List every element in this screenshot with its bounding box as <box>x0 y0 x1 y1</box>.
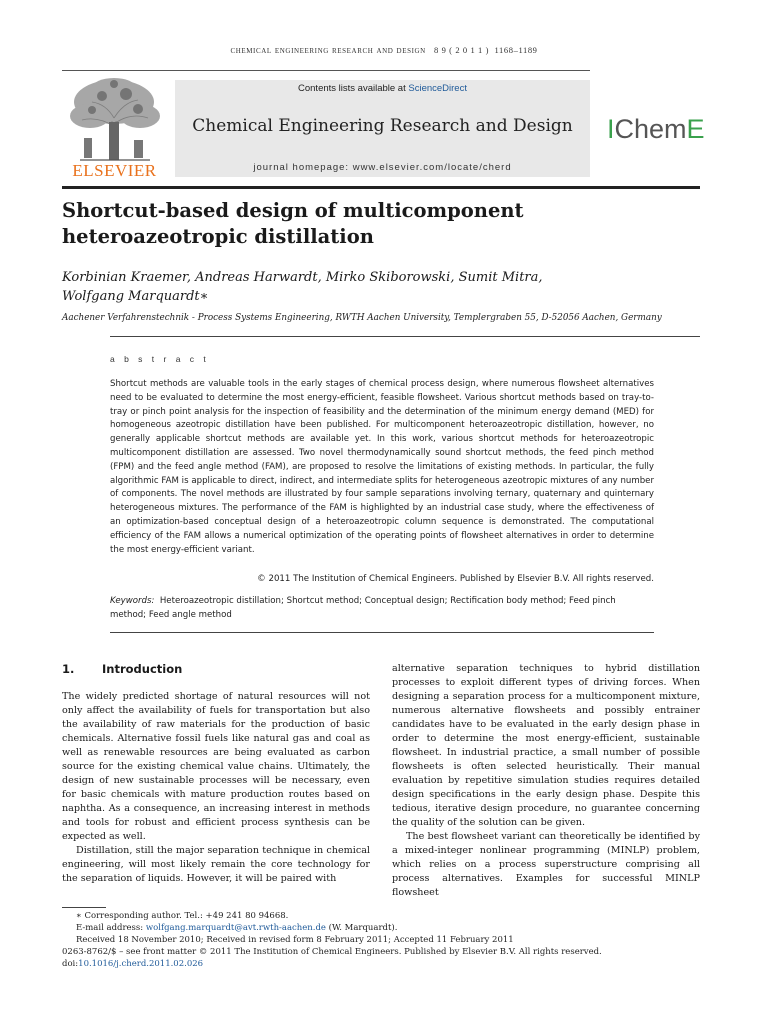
affiliation: Aachener Verfahrenstechnik - Process Systems Engineering, RWTH Aachen University, Templergraben 55, D-52056 Aachen, Germany <box>62 313 662 323</box>
email-line <box>62 922 702 934</box>
icheme-logo-chem: Chem <box>614 114 687 144</box>
keywords <box>110 594 654 622</box>
body-right-column <box>392 662 700 900</box>
body-left-column <box>62 690 370 886</box>
icheme-logo-i: I <box>607 114 615 144</box>
corresponding-author: ∗ Corresponding author. Tel.: +49 241 80 94668. <box>76 911 289 921</box>
running-head-pages: 1168–1189 <box>494 45 538 55</box>
authors <box>62 268 702 306</box>
footnotes <box>62 910 702 970</box>
article-title: Shortcut-based design of multicomponent heteroazeotropic distillation <box>62 199 524 248</box>
abstract-bottom-rule <box>110 632 654 633</box>
email-suffix: (W. Marquardt). <box>325 923 398 933</box>
running-head <box>0 45 768 56</box>
body-paragraph: The best flowsheet variant can theoretically be identified by a mixed-integer nonlinear programming (MINLP) problem, which relies on a process superstructure comprising all process alternatives. Examples for successful MINLP flowsheet <box>392 831 700 898</box>
authors-line-2: Wolfgang Marquardt∗ <box>62 289 209 304</box>
section-number: 1. <box>62 662 75 676</box>
publisher-name: ELSEVIER <box>72 161 157 180</box>
abstract-copyright: © 2011 The Institution of Chemical Engineers. Published by Elsevier B.V. All rights reserved. <box>257 574 654 584</box>
section-heading <box>62 662 182 676</box>
journal-homepage[interactable]: journal homepage: www.elsevier.com/locate/cherd <box>253 162 512 173</box>
received-dates: Received 18 November 2010; Received in revised form 8 February 2011; Accepted 11 February 2011 <box>76 935 514 945</box>
icheme-logo <box>607 114 705 145</box>
email-link[interactable]: wolfgang.marquardt@avt.rwth-aachen.de <box>145 923 326 933</box>
running-head-volume: 8 9 ( 2 0 1 1 ) <box>434 45 490 55</box>
doi-link[interactable]: 10.1016/j.cherd.2011.02.026 <box>78 959 204 969</box>
abstract-heading: a b s t r a c t <box>110 354 210 364</box>
header-thick-rule <box>62 186 700 189</box>
keywords-label: Keywords: <box>110 596 155 606</box>
abstract-top-rule <box>110 336 700 337</box>
authors-line-1: Korbinian Kraemer, Andreas Harwardt, Mirko Skiborowski, Sumit Mitra, <box>62 270 543 285</box>
sciencedirect-link[interactable]: ScienceDirect <box>408 83 467 94</box>
body-paragraph: Distillation, still the major separation technique in chemical engineering, will most likely remain the core technology for the separation of liquids. However, it will be paired with <box>62 845 370 884</box>
abstract-text: Shortcut methods are valuable tools in the early stages of chemical process design, where numerous flowsheet alternatives need to be evaluated to determine the most energy-efficient, feasible flowsheet. Various shortcut methods based on tray-to-tray or pinch point analysis for the inspection of feasibility and the determination of the minimum energy demand (MED) for homogeneous azeotropic distillation have been published. For multicomponent heteroazeotropic distillation, however, no generally applicable shortcut methods are available yet. In this work, various shortcut methods for heteroazeotropic multicomponent distillation are assessed. Two novel thermodynamically sound shortcut methods, the feed pinch method (FPM) and the feed angle method (FAM), are proposed to resolve the limitations of existing methods. In particular, the fully algorithmic FAM is applicable to direct, indirect, and intermediate splits for heterogeneous azeotropic mixtures of any number of components. The novel methods are illustrated by four sample separations involving ternary, quaternary and quinternary heterogeneous mixtures. The performance of the FAM is highlighted by an industrial case study, where the effectiveness of an optimization-based conceptual design of a heteroazeotropic column sequence is demonstrated. The computational efficiency of the FAM allows a numerical optimization of the operating points of flowsheet alternatives in order to determine the most energy-efficient variant. <box>110 379 654 555</box>
keywords-list: Heteroazeotropic distillation; Shortcut method; Conceptual design; Rectification body method; Feed pinch method; Feed angle method <box>110 596 616 620</box>
doi-prefix: doi: <box>62 959 79 969</box>
section-title: Introduction <box>102 662 183 676</box>
front-matter: 0263-8762/$ – see front matter © 2011 The Institution of Chemical Engineers. Published by Elsevier B.V. All rights reserved. <box>62 947 602 957</box>
doi-line <box>62 958 702 970</box>
contents-prefix: Contents lists available at <box>298 83 409 94</box>
body-paragraph: alternative separation techniques to hybrid distillation processes to exploit different types of driving forces. When designing a separation process for a multicomponent mixture, numerous alternative flowsheets and possibly entrainer candidates have to be evaluated in the early design phase in order to determine the most energy-efficient, sustainable flowsheet. In industrial practice, a small number of possible flowsheets is often selected heuristically. Their manual evaluation by repetitive simulation studies requires detailed design specifications in the early design phase. Despite this tedious, iterative design procedure, no guarantee concerning the quality of the solution can be given. <box>392 663 700 828</box>
journal-title: Chemical Engineering Research and Design <box>192 116 573 136</box>
running-head-journal: chemical engineering research and design <box>230 45 426 56</box>
icheme-logo-e: E <box>686 114 705 144</box>
header-top-rule <box>62 70 590 71</box>
email-prefix: E-mail address: <box>76 923 146 933</box>
footnote-rule <box>62 907 106 908</box>
contents-line <box>175 83 590 94</box>
body-paragraph: The widely predicted shortage of natural resources will not only affect the availability of fuels for transportation but also the availability of raw materials for the production of basic chemicals. Alternative fossil fuels like natural gas and coal as well as renewable resources are being evaluated as carbon source for the existing chemical value chains. Ultimately, the design of new sustainable processes will be necessary, even for basic chemicals with mature production routes based on naphtha. As a consequence, an increasing interest in methods and tools for robust and efficient process synthesis can be expected as well. <box>62 691 370 842</box>
